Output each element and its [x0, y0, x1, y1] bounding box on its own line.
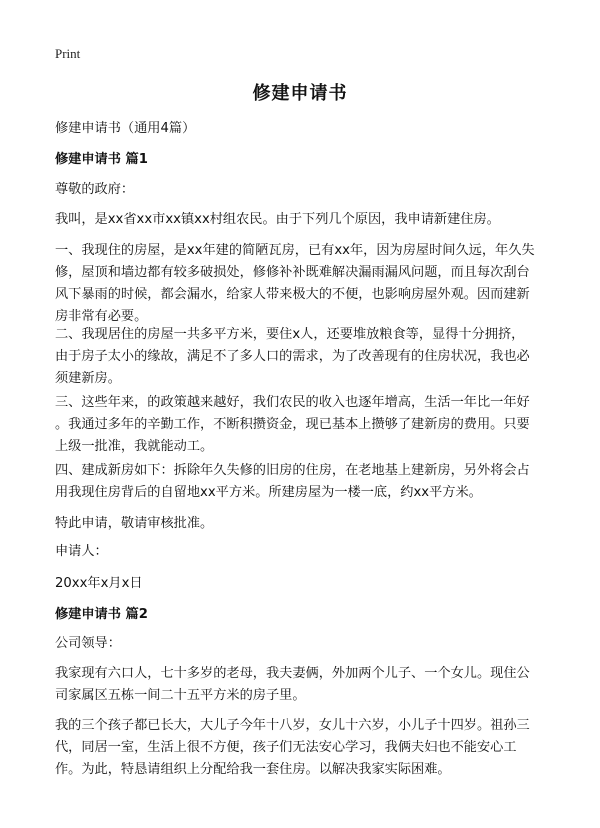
document-title: 修建申请书	[252, 83, 348, 104]
section-2-p1-line: 司家属区五栋一间二十五平方米的房子里。	[55, 688, 306, 703]
section-1-p1-line: 修，屋顶和墙边都有较多破损处，修修补补既难解决漏雨漏风问题，而且每次刮台	[55, 265, 530, 280]
section-1-applicant: 申请人：	[55, 544, 108, 559]
section-1-p3-line: 三、这些年来，的政策越来越好，我们农民的收入也逐年增高，生活一年比一年好	[55, 395, 530, 410]
section-2-heading: 修建申请书 篇2	[55, 607, 148, 622]
section-2-p1-line: 我家现有六口人，七十多岁的老母，我夫妻俩，外加两个儿子、一个女儿。现住公	[55, 666, 530, 681]
section-2-p2-line: 我的三个孩子都已长大，大儿子今年十八岁，女儿十六岁，小儿子十四岁。祖孙三	[55, 718, 530, 733]
section-1-p1-line: 一、我现住的房屋，是xx年建的简陋瓦房，已有xx年，因为房屋时间久远，年久失	[55, 243, 535, 258]
section-1-p1-line: 房非常有必要。	[55, 309, 148, 324]
document-subtitle: 修建申请书（通用4篇）	[55, 121, 196, 136]
section-1-p4-line: 四、建成新房如下：拆除年久失修的旧房的住房，在老地基上建新房，另外将会占	[55, 463, 530, 478]
section-1-p3-line: 上级一批准，我就能动工。	[55, 439, 214, 454]
section-1-p2-line: 由于房子太小的缘故，满足不了多人口的需求，为了改善现有的住房状况，我也必	[55, 349, 530, 364]
section-2-salutation: 公司领导：	[55, 636, 121, 651]
print-link[interactable]: Print	[55, 46, 81, 61]
section-1-p1-line: 风下暴雨的时候，都会漏水，给家人带来极大的不便，也影响房屋外观。因而建新	[55, 287, 530, 302]
section-1-p3-line: 。我通过多年的辛勤工作，不断积攒资金，现已基本上攒够了建新房的费用。只要	[55, 417, 530, 432]
section-1-date: 20xx年x月x日	[55, 576, 143, 591]
section-1-p2-line: 二、我现居住的房屋一共多平方米，要住x人，还要堆放粮食等，显得十分拥挤，	[55, 327, 525, 342]
section-1-p4-line: 用我现住房背后的自留地xx平方米。所建房屋为一楼一底，约xx平方米。	[55, 485, 482, 500]
section-1-heading: 修建申请书 篇1	[55, 152, 148, 167]
section-2-p2-line: 代，同居一室，生活上很不方便，孩子们无法安心学习，我俩夫妇也不能安心工	[55, 740, 517, 755]
section-1-closing: 特此申请，敬请审核批准。	[55, 516, 214, 531]
section-1-intro: 我叫，是xx省xx市xx镇xx村组农民。由于下列几个原因，我申请新建住房。	[55, 212, 500, 227]
section-1-salutation: 尊敬的政府：	[55, 182, 135, 197]
section-1-p2-line: 须建新房。	[55, 371, 121, 386]
section-2-p2-line: 作。为此，特恳请组织上分配给我一套住房。以解决我家实际困难。	[55, 762, 451, 777]
